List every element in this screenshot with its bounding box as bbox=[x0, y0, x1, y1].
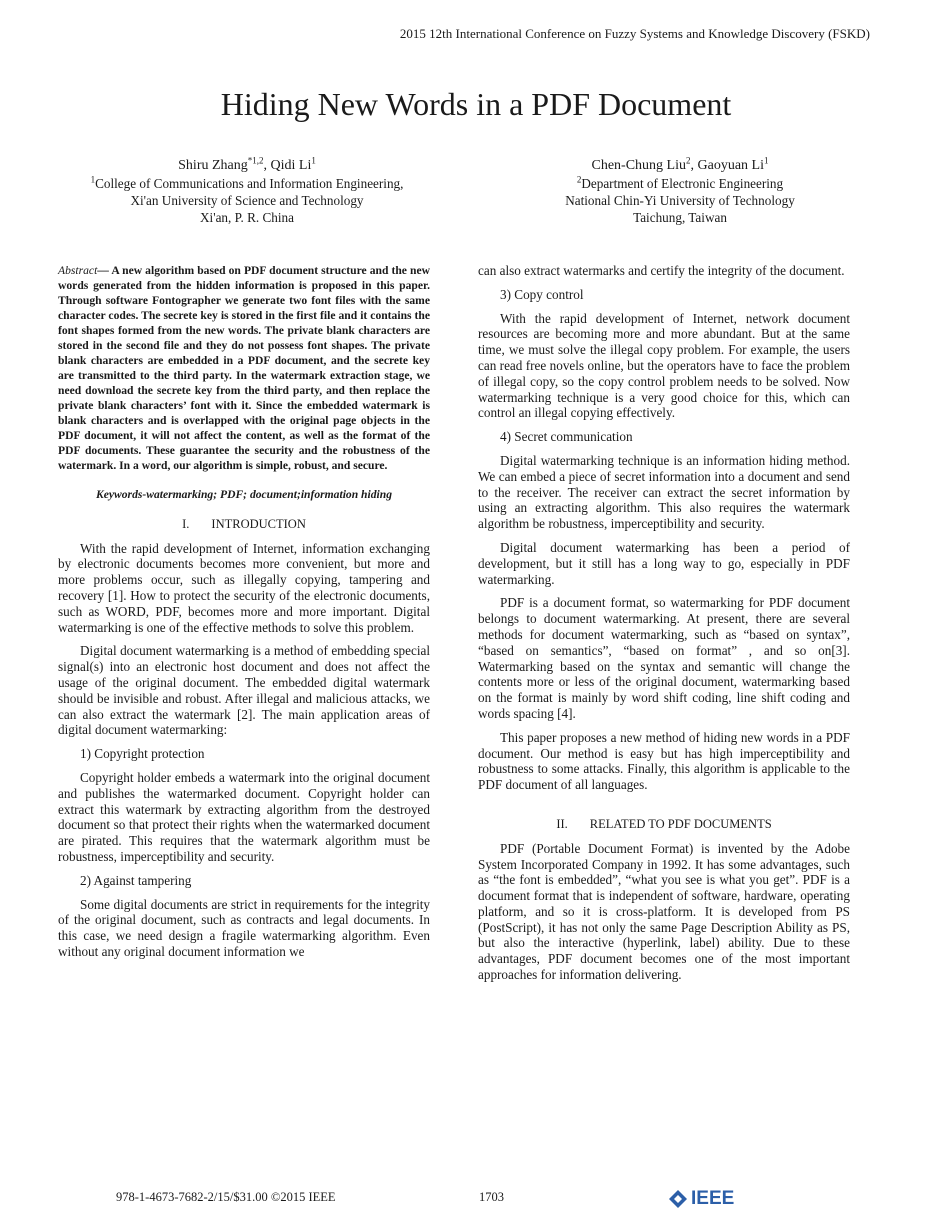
paragraph: Some digital documents are strict in requirements for the integrity of the original document, such as contracts and legal documents. In this case, we need design a fragile watermarking algorithm. Even without any original document information we bbox=[58, 896, 430, 959]
author-block-left bbox=[62, 157, 432, 226]
paper-title: Hiding New Words in a PDF Document bbox=[220, 86, 732, 122]
affiliation-right-line1: $^2$Department of Electronic Engineering bbox=[576, 174, 784, 191]
affiliation-left-line1: $^1$College of Communications and Information Engineering, bbox=[90, 174, 404, 191]
page-number: 1703 bbox=[479, 1190, 504, 1204]
paragraph: Copyright holder embeds a watermark into the original document and publishes the watermarked document. Copyright holder can extract this watermark by extracting algorithm from the destroyed document so that protect their rights when the watermarked document are pirated. This requires that the watermark algorithm must be robustness, imperceptibility and security. bbox=[58, 769, 430, 864]
affiliation-left-line3: Xi'an, P. R. China bbox=[200, 210, 294, 225]
paragraph-continued: can also extract watermarks and certify the integrity of the document. bbox=[478, 263, 845, 278]
subheading-secret-communication: 4) Secret communication bbox=[500, 429, 633, 445]
paragraph: Digital watermarking technique is an information hiding method. We can embed a piece of secret information into a document and send to the receiver. The receiver can extract the secret information by using an extracting algorithm. This also requires the watermark algorithm be robustness, imperceptibility and security. bbox=[478, 452, 850, 532]
subheading-tampering: 2) Against tampering bbox=[80, 872, 192, 888]
subheading-copy-control: 3) Copy control bbox=[500, 286, 584, 302]
paragraph: Digital document watermarking is a method of embedding special signal(s) into an electronic host document and does not affect the usage of the original document. The embedded digital watermark should be invisible and robust. After illegal and malicious attacks, we can also extract the watermark [2]. The main application areas of digital document watermarking: bbox=[58, 643, 430, 738]
footer-isbn: 978-1-4673-7682-2/15/$31.00 ©2015 IEEE bbox=[116, 1190, 336, 1204]
paragraph: This paper proposes a new method of hiding new words in a PDF document. Our method is easy but has high imperceptibility and robustness to some attacks. Finally, this algorithm is applicable to the PDF document of all languages. bbox=[478, 729, 850, 793]
paragraph: PDF is a document format, so watermarking for PDF document belongs to document watermarking. At present, there are several methods for document watermarking, such as “based on syntax”, “based on semantics”, “based on format” , and so on[3]. Watermarking based on the syntax and semantic will change the contents more or less of the original document, watermarking based on the format is mainly by word shift coding, line shift coding and words spacing [4]. bbox=[478, 595, 850, 721]
paragraph: Digital document watermarking has been a period of development, but it still has a long way to go, especially in PDF watermarking. bbox=[478, 539, 850, 587]
author-names-right: Chen-Chung Liu$^2$, Gaoyuan Li$^1$ bbox=[591, 155, 769, 173]
keywords: Keywords-watermarking; PDF; document;information hiding bbox=[96, 488, 392, 501]
ieee-logo-text: IEEE bbox=[691, 1188, 735, 1209]
author-block-right bbox=[500, 157, 860, 226]
affiliation-right-line3: Taichung, Taiwan bbox=[633, 210, 727, 225]
paragraph: With the rapid development of Internet, network document resources are becoming more and more abundant. But at the same time, we must solve the illegal copy problem. For example, the users can read free novels online, but the operators have to face the problem of illegal copy, so the copy control problem needs to be solved. Now watermarking technique is a very good choice for this, which can control an illegal copying effectively. bbox=[478, 310, 850, 421]
section-heading-related: II. RELATED TO PDF DOCUMENTS bbox=[556, 816, 772, 831]
conference-header: 2015 12th International Conference on Fuzzy Systems and Knowledge Discovery (FSKD) bbox=[399, 26, 870, 41]
ieee-diamond-icon bbox=[668, 1189, 688, 1209]
affiliation-left-line2: Xi'an University of Science and Technology bbox=[130, 193, 364, 208]
paragraph: PDF (Portable Document Format) is invented by the Adobe System Incorporated Company in 1992. It has some advantages, such as “the font is embedded”, “what you see is what you get”. PDF is a document format that is independent of software, hardware, operating platform, and so it is cross-platform. It is developed from PS (PostScript), it has not only the same Page Description Ability as PS, but also the interactive (hyperlink, label) ability. Due to these advantages, PDF document becomes one of the most important approaches for information delivering. bbox=[478, 840, 850, 983]
author-names-left: Shiru Zhang$^{*1,2}$, Qidi Li$^1$ bbox=[178, 155, 316, 173]
paragraph: With the rapid development of Internet, information exchanging by electronic documents becomes more convenient, but more and more problems occur, such as illegally copying, tampering and recovery [1]. How to protect the security of the electronic documents, such as WORD, PDF, becomes more and more important. Digital watermarking is one of the effective methods to solve this problem. bbox=[58, 540, 430, 635]
section-heading-introduction: I. INTRODUCTION bbox=[182, 516, 306, 531]
abstract: Abstract— A new algorithm based on PDF document structure and the new words generated from the hidden information is proposed in this paper. Through software Fontographer we generate two font files with the same character codes. The secrete key is stored in the first file and it contains the font shapes formed from the new words. The private blank characters are stored in the second file and they do not possess font shapes. The private blank characters are embedded in a PDF document, and the secrete key are transmitted to the third party. In the watermark extraction stage, we need download the secrete key from the third party, and then replace the private blank characters’ font with it. Since the embedded watermark is blank characters and is overlapped with the original page objects in the PDF document, it will not affect the content, as well as the format of the PDF documents. These guarantee the security and the robustness of the watermark. In a word, our algorithm is simple, robust, and secure. bbox=[58, 264, 430, 472]
ieee-logo bbox=[668, 1188, 734, 1210]
left-column bbox=[58, 263, 430, 968]
affiliation-right-line2: National Chin-Yi University of Technology bbox=[565, 193, 795, 208]
subheading-copyright: 1) Copyright protection bbox=[80, 746, 205, 762]
right-column bbox=[478, 263, 850, 991]
